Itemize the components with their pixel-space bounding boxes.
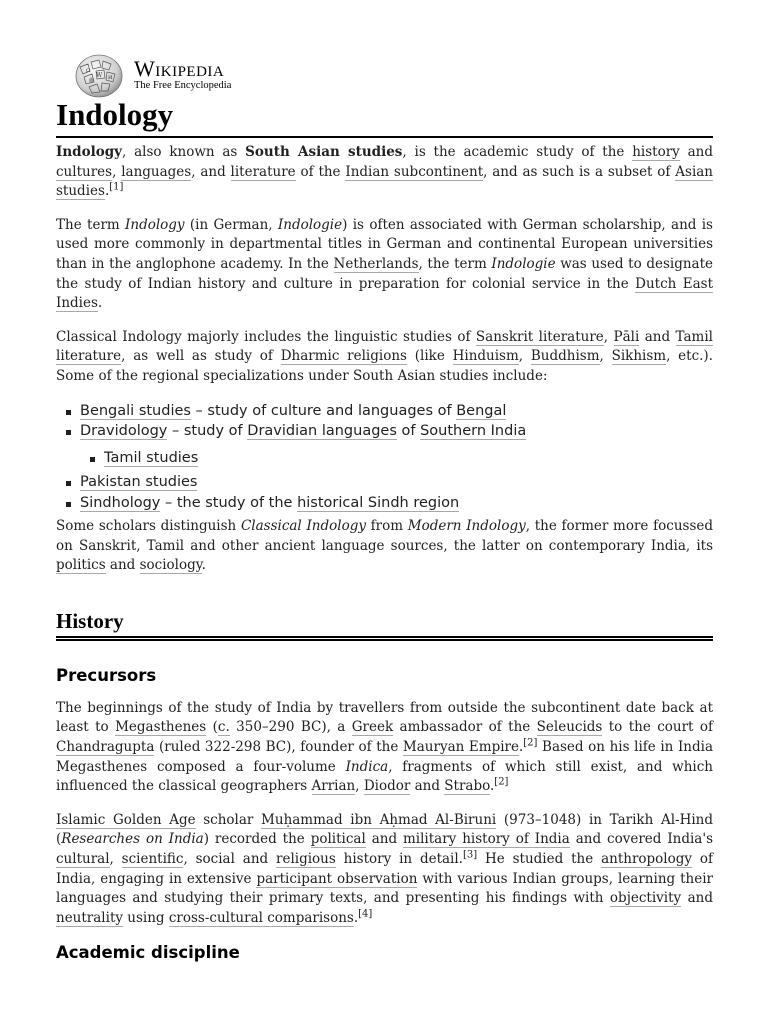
link-tamil-studies[interactable]: Tamil studies xyxy=(104,449,199,466)
text: , fragments of which still exist, and which influenced the classical geographers xyxy=(56,758,714,795)
text: (973–1048) in Tarikh Al-Hind ( xyxy=(56,811,714,848)
article-body xyxy=(56,143,713,976)
italic-term: Researches on India xyxy=(61,831,204,848)
wordmark[interactable] xyxy=(134,58,231,92)
link-asian-studies[interactable]: Asian studies xyxy=(56,163,714,200)
text: , xyxy=(599,348,612,365)
citation-link[interactable]: [1] xyxy=(109,181,124,193)
link-neutrality[interactable]: neutrality xyxy=(56,909,123,926)
subsection-heading-precursors: Precursors xyxy=(56,665,157,685)
text: , the former more focussed on Sanskrit, Tamil and other ancient language sources, the latter on contemporary India, its xyxy=(56,518,713,554)
lead-paragraph xyxy=(56,143,713,202)
link-military-history-of-india[interactable]: military history of India xyxy=(403,831,570,848)
link-dravidian-languages[interactable]: Dravidian languages xyxy=(247,423,397,440)
link-sociology[interactable]: sociology xyxy=(139,557,202,574)
text: (ruled 322-298 BC), founder of the xyxy=(154,739,403,755)
link-mauryan-empire[interactable]: Mauryan Empire xyxy=(402,739,519,755)
text: , and as such is a subset of xyxy=(483,163,676,180)
text: Some scholars distinguish xyxy=(56,518,241,535)
text: , also known as xyxy=(122,144,246,160)
text: history in detail. xyxy=(335,850,463,867)
list-item xyxy=(80,421,713,468)
text: and covered India's xyxy=(569,831,713,848)
wikipedia-globe-logo[interactable] xyxy=(74,52,124,98)
text: , xyxy=(109,850,122,867)
link-dravidology[interactable]: Dravidology xyxy=(80,423,168,440)
paragraph-distinguish xyxy=(56,517,713,576)
subsection-heading-academic-discipline: Academic discipline xyxy=(56,943,240,963)
wordmark-tagline: The Free Encyclopedia xyxy=(134,80,232,91)
link-dutch-east-indies[interactable]: Dutch East Indies xyxy=(56,275,713,312)
paragraph-biruni xyxy=(56,811,713,929)
link-bengal[interactable]: Bengal xyxy=(456,402,507,419)
text: , and xyxy=(191,163,231,180)
paragraph-classical xyxy=(56,328,713,387)
bold-term: South Asian studies xyxy=(245,144,403,160)
link-chandragupta[interactable]: Chandragupta xyxy=(56,739,155,755)
link-dharmic-religions[interactable]: Dharmic religions xyxy=(280,348,407,365)
citation-1[interactable] xyxy=(109,182,123,193)
paragraph-term xyxy=(56,216,713,314)
text: Classical Indology majorly includes the linguistic studies of xyxy=(56,328,476,345)
citation-4[interactable] xyxy=(358,908,372,919)
text: , xyxy=(112,163,122,180)
link-history[interactable]: history xyxy=(632,144,680,160)
text: , as well as study of xyxy=(121,348,281,365)
text: , xyxy=(355,778,364,795)
text: He studied the xyxy=(477,850,602,867)
text: . xyxy=(518,739,524,755)
link-sanskrit-literature[interactable]: Sanskrit literature xyxy=(475,328,604,345)
text: and xyxy=(681,890,713,907)
link-religious[interactable]: religious xyxy=(276,850,336,867)
link-scientific[interactable]: scientific xyxy=(121,850,184,867)
link-strabo[interactable]: Strabo xyxy=(444,778,490,795)
link-languages[interactable]: languages xyxy=(121,163,192,180)
text: with various Indian groups, learning their languages and studying their primary texts, and presenting his findings with xyxy=(56,870,714,907)
text: and xyxy=(365,831,403,848)
link-sikhism[interactable]: Sikhism xyxy=(611,348,667,365)
list-item xyxy=(80,493,713,514)
text: ) recorded the xyxy=(203,831,311,848)
text: , xyxy=(603,328,614,345)
italic-term: Indology xyxy=(125,216,185,233)
list-item xyxy=(80,401,713,422)
link-objectivity[interactable]: objectivity xyxy=(609,890,682,907)
text: of India, engaging in extensive xyxy=(56,850,713,887)
link-hinduism[interactable]: Hinduism xyxy=(452,348,519,365)
citation-3[interactable] xyxy=(463,849,477,860)
list-item xyxy=(80,472,713,493)
link-netherlands[interactable]: Netherlands xyxy=(333,255,419,272)
text: . xyxy=(353,909,359,926)
bold-term: Indology xyxy=(56,144,122,160)
text: , etc.). Some of the regional specializations under South Asian studies include: xyxy=(56,348,713,384)
text: . xyxy=(201,557,206,574)
link-cultures[interactable]: cultures xyxy=(56,163,113,180)
link-pali[interactable]: Pāli xyxy=(613,328,640,345)
link-buddhism[interactable]: Buddhism xyxy=(530,348,600,365)
svg-text:維: 維 xyxy=(89,78,95,84)
italic-term: Indologie xyxy=(277,216,343,233)
text: Based on his life in India Megasthenes composed a four-volume xyxy=(56,739,713,775)
text: The term xyxy=(56,216,126,233)
list-item xyxy=(104,448,713,469)
link-anthropology[interactable]: anthropology xyxy=(601,850,693,867)
link-tamil-literature[interactable]: Tamil literature xyxy=(56,328,713,365)
text: from xyxy=(365,518,408,535)
page-title: Indology xyxy=(56,94,713,138)
link-al-biruni[interactable]: Muḥammad ibn Aḥmad Al-Biruni xyxy=(261,811,497,828)
link-literature[interactable]: literature xyxy=(230,163,296,180)
text: – study of xyxy=(167,423,248,440)
link-indian-subcontinent[interactable]: Indian subcontinent xyxy=(345,163,484,180)
text: scholar xyxy=(195,811,262,828)
italic-term: Modern Indology xyxy=(407,518,526,535)
text: – the study of the xyxy=(160,494,298,511)
citation-link[interactable]: [2] xyxy=(523,737,538,749)
text: of the xyxy=(295,163,346,180)
text: of xyxy=(396,423,421,440)
text: . xyxy=(97,295,103,312)
text: , xyxy=(518,348,531,365)
link-southern-india[interactable]: Southern India xyxy=(420,423,527,440)
citation-link[interactable]: [3] xyxy=(462,849,478,861)
link-diodor[interactable]: Diodor xyxy=(363,778,411,795)
text: using xyxy=(123,909,169,926)
link-seleucids[interactable]: Seleucids xyxy=(536,719,603,736)
text: . xyxy=(490,778,495,795)
text: was used to designate the study of Indian history and culture in preparation for colonial service in the xyxy=(56,255,714,292)
text: , social and xyxy=(183,850,277,867)
text: . xyxy=(104,183,110,200)
text: (in German, xyxy=(184,216,278,233)
text: to the court of xyxy=(602,719,713,736)
text: ) is often associated with German scholarship, and is used more commonly in departmental titles in German and continental European universities than in the anglophone academy. In the xyxy=(56,216,713,272)
link-bengali-studies[interactable]: Bengali studies xyxy=(80,402,191,419)
paragraph-megasthenes xyxy=(56,699,713,797)
sub-list xyxy=(80,448,713,469)
link-arrian[interactable]: Arrian xyxy=(311,778,356,795)
link-cultural[interactable]: cultural xyxy=(56,850,110,867)
link-cross-cultural-comparisons[interactable]: cross-cultural comparisons xyxy=(168,909,354,926)
text: , is the academic study of the xyxy=(402,144,633,160)
svg-text:Ω: Ω xyxy=(86,68,91,74)
wordmark-title: Wikipedia xyxy=(134,56,225,81)
citation-link[interactable]: [4] xyxy=(358,908,373,920)
text: and xyxy=(679,144,713,160)
text: (like xyxy=(406,348,453,365)
link-historical-sindh-region[interactable]: historical Sindh region xyxy=(297,494,460,511)
svg-text:И: И xyxy=(108,75,113,81)
link-pakistan-studies[interactable]: Pakistan studies xyxy=(80,474,198,491)
text: and xyxy=(105,557,140,574)
link-megasthenes[interactable]: Megasthenes xyxy=(115,719,207,736)
text: ambassador of the xyxy=(393,719,537,736)
link-circa[interactable]: c. xyxy=(217,719,230,736)
text: 350–290 BC), a xyxy=(229,719,352,736)
italic-term: Classical Indology xyxy=(240,518,366,535)
text: – study of culture and languages of xyxy=(190,402,457,419)
text: and xyxy=(639,328,676,345)
italic-term: Indica xyxy=(345,758,389,775)
citation-2[interactable] xyxy=(523,738,537,749)
specializations-list xyxy=(56,401,713,514)
link-greek[interactable]: Greek xyxy=(351,719,394,736)
text: , the term xyxy=(418,255,492,272)
link-politics[interactable]: politics xyxy=(56,557,106,574)
link-political[interactable]: political xyxy=(310,831,366,848)
text: and xyxy=(410,778,445,795)
text: The beginnings of the study of India by travellers from outside the subcontinent date back at least to xyxy=(56,699,713,736)
citation-2b[interactable] xyxy=(494,777,508,788)
italic-term: Indologie xyxy=(491,255,556,272)
section-heading-history: History xyxy=(56,608,713,641)
link-participant-observation[interactable]: participant observation xyxy=(256,870,418,887)
text: ( xyxy=(206,719,218,736)
citation-link[interactable]: [2] xyxy=(494,776,509,788)
link-islamic-golden-age[interactable]: Islamic Golden Age xyxy=(56,811,196,828)
link-sindhology[interactable]: Sindhology xyxy=(80,494,161,511)
svg-text:W: W xyxy=(96,72,103,79)
